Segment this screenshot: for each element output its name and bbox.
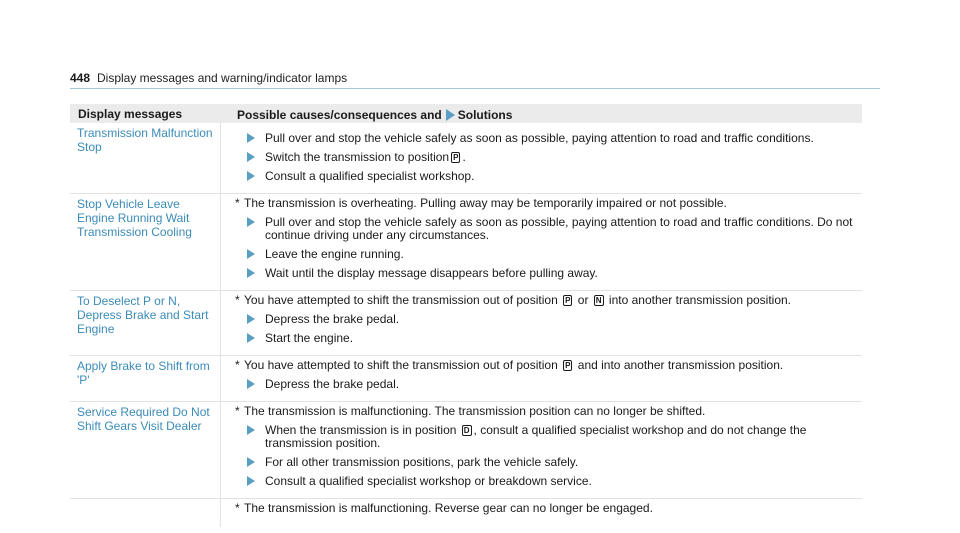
causes-solutions bbox=[221, 356, 862, 401]
solution-step: Consult a qualified specialist workshop. bbox=[221, 170, 854, 183]
page-number: 448 bbox=[70, 71, 91, 85]
page-header bbox=[70, 71, 880, 89]
gear-p-icon: P bbox=[565, 296, 571, 305]
column-header-causes: Possible causes/consequences and Solutions bbox=[237, 108, 513, 122]
table-row bbox=[70, 499, 862, 527]
solution-step: Wait until the display message disappears before pulling away. bbox=[221, 267, 854, 280]
arrow-right-icon bbox=[247, 268, 255, 278]
causes-solutions bbox=[221, 194, 862, 290]
arrow-right-icon bbox=[247, 314, 255, 324]
cause-note: * The transmission is malfunctioning. The transmission position can no longer be shifted. bbox=[235, 404, 706, 418]
arrow-right-icon bbox=[247, 476, 255, 486]
arrow-right-icon bbox=[247, 457, 255, 467]
arrow-right-icon bbox=[247, 425, 255, 435]
cause-note: * You have attempted to shift the transmission out of position P or N into another transmission position. bbox=[235, 293, 792, 307]
arrow-right-icon bbox=[247, 217, 255, 227]
display-message: Stop Vehicle Leave Engine Running Wait Transmission Cooling bbox=[70, 194, 221, 290]
table-row bbox=[70, 356, 862, 402]
table-row bbox=[70, 402, 862, 499]
arrow-right-icon bbox=[247, 379, 255, 389]
column-header-messages: Display messages bbox=[78, 107, 183, 121]
causes-solutions bbox=[221, 123, 862, 193]
gear-p-icon: P bbox=[453, 153, 459, 162]
solution-step: Switch the transmission to position P . bbox=[221, 151, 854, 164]
gear-p-icon: P bbox=[565, 361, 571, 370]
display-message: To Deselect P or N, Depress Brake and Start Engine bbox=[70, 291, 221, 355]
gear-d-icon: D bbox=[463, 426, 470, 435]
cause-note: * The transmission is overheating. Pulling away may be temporarily impaired or not possible. bbox=[235, 196, 727, 210]
solution-step: Depress the brake pedal. bbox=[221, 313, 854, 326]
display-message: Apply Brake to Shift from 'P' bbox=[70, 356, 221, 401]
page-title: Display messages and warning/indicator lamps bbox=[97, 71, 348, 85]
display-message: Service Required Do Not Shift Gears Visit Dealer bbox=[70, 402, 221, 498]
table-row bbox=[70, 194, 862, 291]
arrow-right-icon bbox=[247, 333, 255, 343]
cause-note: * The transmission is malfunctioning. Reverse gear can no longer be engaged. bbox=[235, 501, 653, 515]
arrow-right-icon bbox=[247, 133, 255, 143]
arrow-right-icon bbox=[446, 109, 455, 121]
table-header bbox=[70, 104, 862, 123]
solution-step: Start the engine. bbox=[221, 332, 854, 345]
solution-step: For all other transmission positions, park the vehicle safely. bbox=[221, 456, 854, 469]
solution-step: Depress the brake pedal. bbox=[221, 378, 854, 391]
display-message: Transmission Malfunction Stop bbox=[70, 123, 221, 193]
display-messages-table bbox=[70, 104, 862, 527]
table-row bbox=[70, 291, 862, 356]
cause-note: * You have attempted to shift the transmission out of position P and into another transmission position. bbox=[235, 358, 784, 372]
solution-step: Pull over and stop the vehicle safely as soon as possible, paying attention to road and traffic conditions. Do not continue driving under any circumstances. bbox=[221, 216, 854, 242]
causes-solutions bbox=[221, 402, 862, 498]
arrow-right-icon bbox=[247, 152, 255, 162]
causes-solutions bbox=[221, 291, 862, 355]
causes-solutions bbox=[221, 499, 862, 527]
arrow-right-icon bbox=[247, 171, 255, 181]
gear-n-icon: N bbox=[595, 296, 602, 305]
table-row bbox=[70, 123, 862, 194]
solution-step: Leave the engine running. bbox=[221, 248, 854, 261]
solution-step: Consult a qualified specialist workshop or breakdown service. bbox=[221, 475, 854, 488]
solution-step: When the transmission is in position D , consult a qualified specialist workshop and do not change the transmission position. bbox=[221, 424, 854, 450]
solution-step: Pull over and stop the vehicle safely as soon as possible, paying attention to road and traffic conditions. bbox=[221, 132, 854, 145]
arrow-right-icon bbox=[247, 249, 255, 259]
display-message bbox=[70, 499, 221, 527]
